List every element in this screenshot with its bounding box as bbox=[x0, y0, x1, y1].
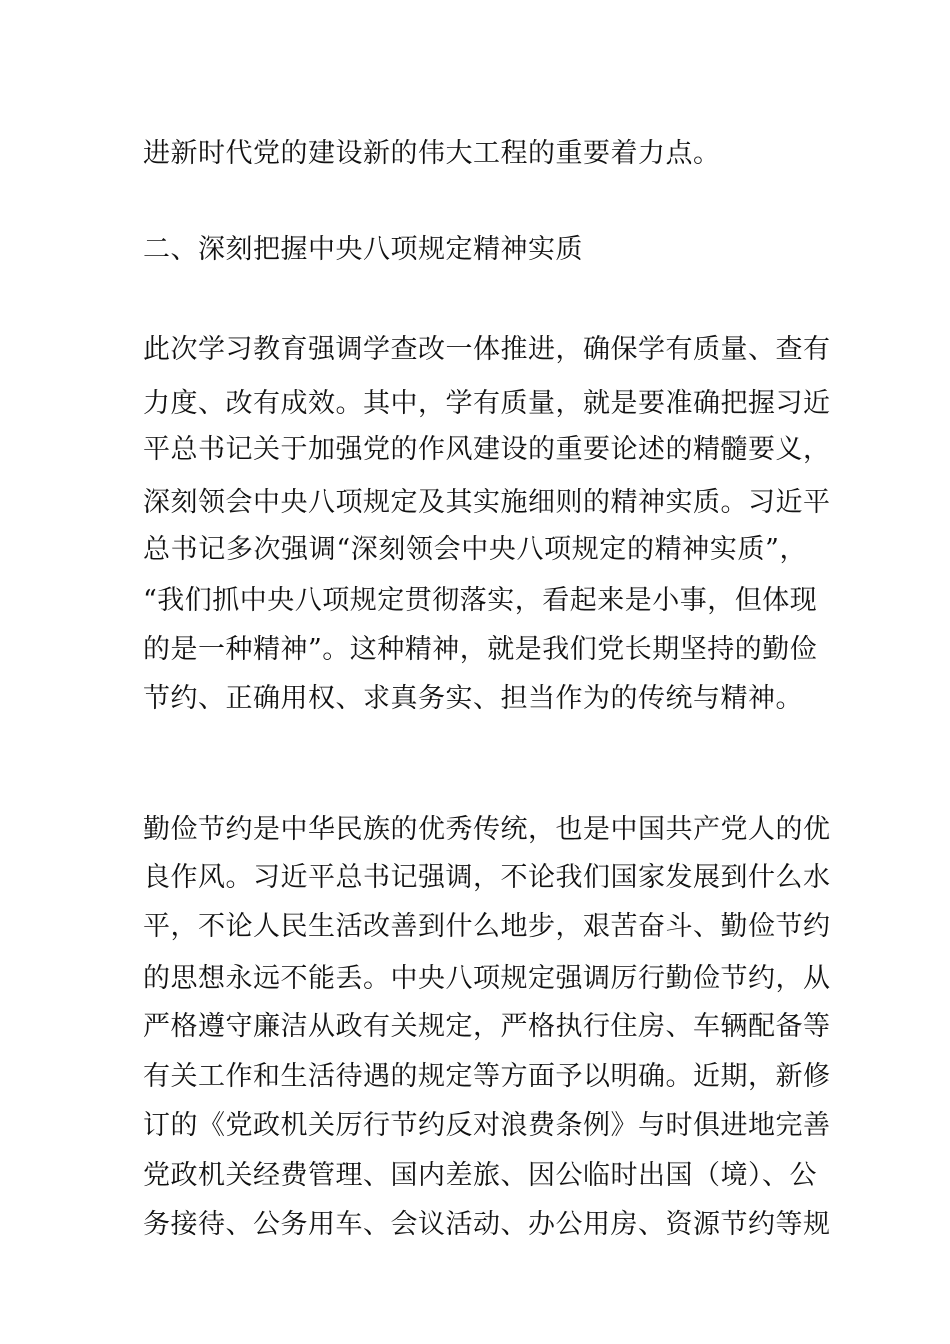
intro-tail-line: 进新时代党的建设新的伟大工程的重要着力点。 bbox=[143, 138, 721, 169]
paragraph-1-line: “我们抓中央八项规定贯彻落实，看起来是小事，但体现 bbox=[143, 585, 818, 616]
paragraph-2-line: 党政机关经费管理、国内差旅、因公临时出国（境）、公 bbox=[143, 1160, 817, 1191]
paragraph-2-line: 务接待、公务用车、会议活动、办公用房、资源节约等规 bbox=[143, 1209, 831, 1240]
paragraph-2-line: 有关工作和生活待遇的规定等方面予以明确。近期，新修 bbox=[143, 1061, 831, 1092]
paragraph-1-line: 此次学习教育强调学查改一体推进，确保学有质量、查有 bbox=[143, 334, 831, 365]
paragraph-1-line: 总书记多次强调“深刻领会中央八项规定的精神实质”， bbox=[143, 534, 807, 565]
paragraph-1-line: 节约、正确用权、求真务实、担当作为的传统与精神。 bbox=[143, 683, 803, 714]
paragraph-2-line: 良作风。习近平总书记强调，不论我们国家发展到什么水 bbox=[143, 862, 831, 893]
paragraph-2-line: 的思想永远不能丢。中央八项规定强调厉行勤俭节约，从 bbox=[143, 963, 831, 994]
paragraph-1-line: 平总书记关于加强党的作风建设的重要论述的精髓要义， bbox=[143, 434, 831, 465]
paragraph-2-line: 严格遵守廉洁从政有关规定，严格执行住房、车辆配备等 bbox=[143, 1011, 831, 1042]
paragraph-1-line: 力度、改有成效。其中，学有质量，就是要准确把握习近 bbox=[143, 388, 831, 419]
paragraph-2-line: 订的《党政机关厉行节约反对浪费条例》与时俱进地完善 bbox=[143, 1110, 831, 1141]
paragraph-1-line: 的是一种精神”。这种精神，就是我们党长期坚持的勤俭 bbox=[143, 634, 818, 665]
section-heading: 二、深刻把握中央八项规定精神实质 bbox=[143, 234, 583, 265]
paragraph-1-line: 深刻领会中央八项规定及其实施细则的精神实质。习近平 bbox=[143, 487, 831, 518]
paragraph-2-line: 勤俭节约是中华民族的优秀传统，也是中国共产党人的优 bbox=[143, 814, 831, 845]
paragraph-2-line: 平，不论人民生活改善到什么地步，艰苦奋斗、勤俭节约 bbox=[143, 911, 831, 942]
